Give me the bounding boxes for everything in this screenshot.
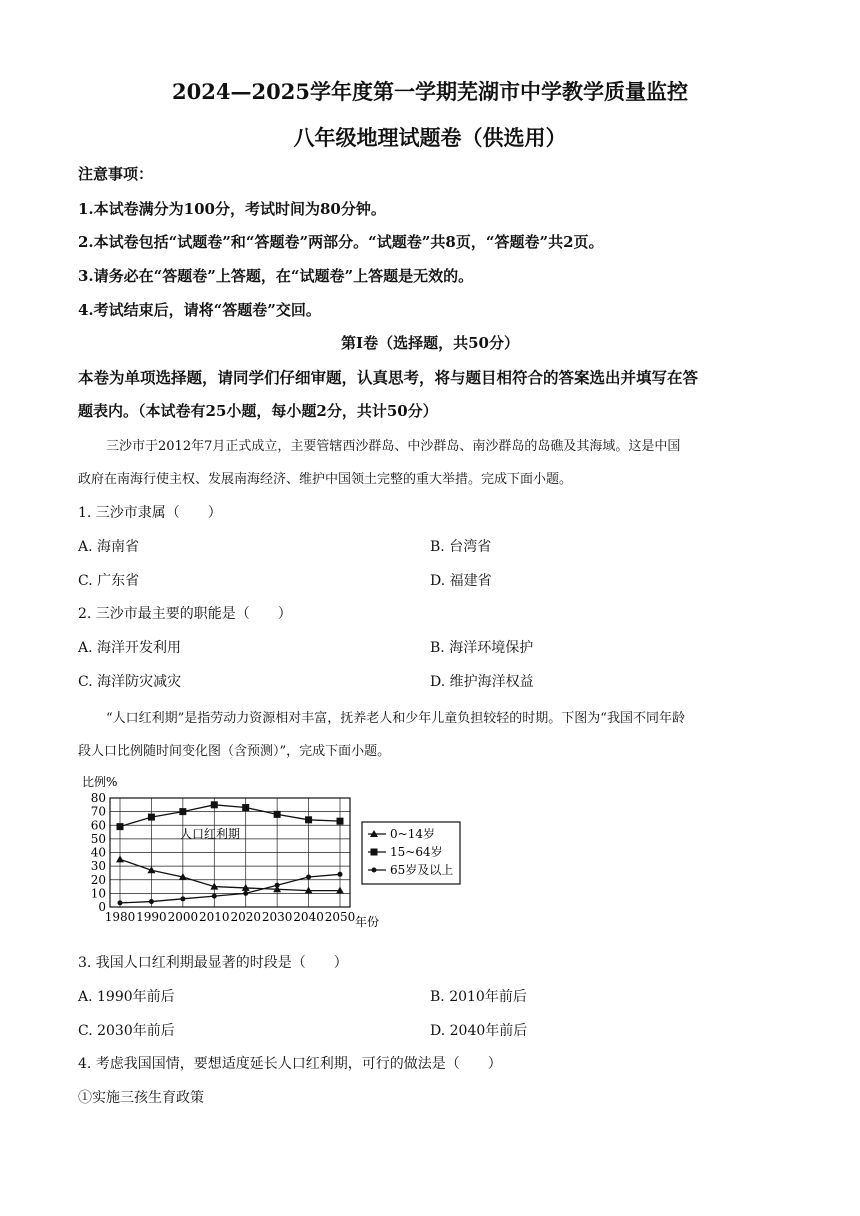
chart-point [274, 811, 281, 818]
question-2-option-a: A. 海洋开发利用 [78, 640, 182, 656]
chart-series-line [120, 859, 340, 890]
chart-point [275, 883, 280, 888]
question-3-option-c: C. 2030年前后 [78, 1023, 175, 1039]
population-ratio-chart [70, 772, 480, 932]
chart-point [149, 899, 154, 904]
chart-xtick-label: 2010 [199, 910, 230, 924]
chart-point [242, 804, 249, 811]
chart-ytick-label: 60 [90, 818, 106, 833]
question-1-option-a: A. 海南省 [78, 539, 140, 555]
chart-ytick-label: 10 [90, 886, 106, 901]
notice-item-4: 4.考试结束后，请将“答题卷”交回。 [78, 301, 321, 319]
chart-point [371, 849, 378, 856]
chart-ytick-label: 0 [98, 900, 106, 914]
chart-ytick-label: 70 [90, 804, 106, 819]
chart-ytick-label: 40 [90, 845, 106, 860]
chart-xtick-label: 2030 [261, 910, 293, 924]
question-1-option-b: B. 台湾省 [430, 539, 492, 555]
chart-xlabel: 年份 [355, 915, 380, 929]
exam-title-line2: 八年级地理试题卷（供选用） [293, 125, 567, 150]
chart-ytick-label: 80 [90, 791, 106, 805]
chart-xtick-label: 2020 [230, 910, 261, 924]
chart-point [305, 816, 312, 823]
passage1-line2: 政府在南海行使主权、发展南海经济、维护中国领土完整的重大举措。完成下面小题。 [78, 472, 573, 487]
chart-point [372, 868, 377, 873]
question-3-stem: 3. 我国人口红利期最显著的时段是（ ） [78, 955, 348, 971]
chart-ytick-label: 20 [90, 872, 106, 887]
chart-legend-label: 15~64岁 [390, 845, 443, 859]
question-1-option-d: D. 福建省 [430, 573, 492, 589]
notice-heading: 注意事项： [78, 165, 154, 183]
chart-xtick-label: 2040 [293, 910, 324, 924]
chart-point [338, 872, 343, 877]
question-4-stem: 4. 考虑我国国情，要想适度延长人口红利期，可行的做法是（ ） [78, 1056, 502, 1072]
chart-xtick-label: 1990 [136, 910, 167, 924]
section-title: 第Ⅰ卷（选择题，共50分） [341, 334, 519, 352]
question-2-option-c: C. 海洋防灾减灾 [78, 674, 182, 690]
chart-point [212, 894, 217, 899]
chart-xtick-label: 2050 [324, 910, 356, 924]
section-instruction-2: 题表内。（本试卷有25小题，每小题2分，共计50分） [78, 402, 438, 420]
chart-point [243, 891, 248, 896]
question-4-item-1: ①实施三孩生育政策 [78, 1090, 204, 1106]
exam-title-line1: 2024—2025学年度第一学期芜湖市中学教学质量监控 [172, 79, 688, 104]
passage2-line2: 段人口比例随时间变化图（含预测）”，完成下面小题。 [78, 744, 391, 759]
chart-ytick-label: 30 [90, 859, 106, 874]
notice-item-2: 2.本试卷包括“试题卷”和“答题卷”两部分。“试题卷”共8页，“答题卷”共2页。 [78, 233, 604, 251]
passage2-line1: “人口红利期”是指劳动力资源相对丰富，抚养老人和少年儿童负担较轻的时期。下图为“我国不同年龄 [106, 711, 685, 726]
chart-xtick-label: 1980 [104, 910, 136, 924]
question-1-option-c: C. 广东省 [78, 573, 140, 589]
chart-point [337, 818, 344, 825]
chart-point [117, 823, 124, 830]
chart-point [116, 855, 124, 862]
chart-xtick-label: 2000 [167, 910, 199, 924]
question-2-stem: 2. 三沙市最主要的职能是（ ） [78, 606, 292, 622]
section-instruction-1: 本卷为单项选择题，请同学们仔细审题，认真思考，将与题目相符合的答案选出并填写在答 [78, 368, 699, 387]
question-3-option-a: A. 1990年前后 [78, 989, 175, 1005]
question-2-option-d: D. 维护海洋权益 [430, 674, 534, 690]
passage1-line1: 三沙市于2012年7月正式成立，主要管辖西沙群岛、中沙群岛、南沙群岛的岛礁及其海域。这是中国 [106, 439, 681, 454]
chart-point [180, 896, 185, 901]
question-3-option-d: D. 2040年前后 [430, 1023, 528, 1039]
question-1-stem: 1. 三沙市隶属（ ） [78, 505, 222, 521]
question-2-option-b: B. 海洋环境保护 [430, 640, 534, 656]
chart-point [118, 900, 123, 905]
chart-annotation: 人口红利期 [180, 827, 241, 841]
chart-point [148, 814, 155, 821]
chart-point [306, 875, 311, 880]
chart-point [211, 801, 218, 808]
question-3-option-b: B. 2010年前后 [430, 989, 527, 1005]
chart-legend-label: 0~14岁 [390, 827, 435, 841]
chart-point [179, 808, 186, 815]
notice-item-3: 3.请务必在“答题卷”上答题，在“试题卷”上答题是无效的。 [78, 267, 474, 285]
chart-ytick-label: 50 [90, 831, 106, 846]
chart-legend-label: 65岁及以上 [390, 863, 454, 877]
chart-ylabel: 比例% [82, 775, 118, 789]
notice-item-1: 1.本试卷满分为100分，考试时间为80分钟。 [78, 200, 386, 218]
